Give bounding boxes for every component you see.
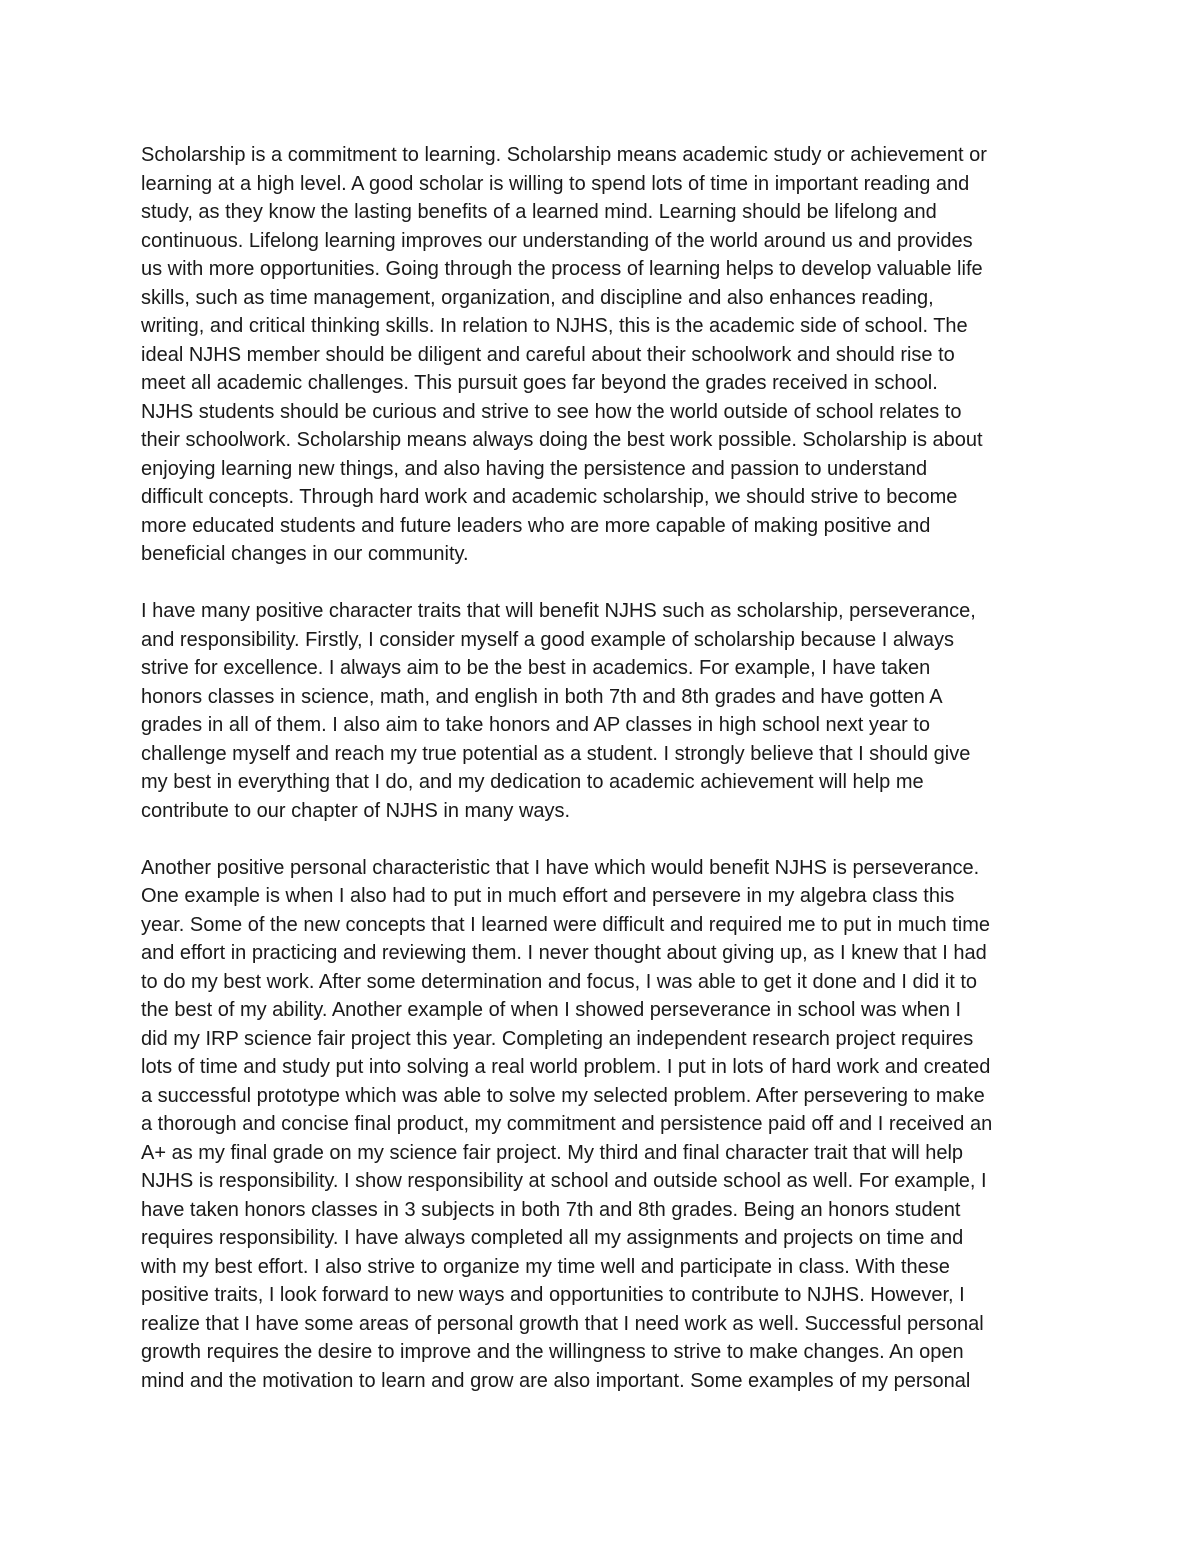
text-line: NJHS students should be curious and strive to see how the world outside of school relates to <box>141 400 962 423</box>
paragraph <box>141 854 1071 1396</box>
text-line: a thorough and concise final product, my commitment and persistence paid off and I received an <box>141 1113 993 1135</box>
text-line: Scholarship is a commitment to learning. Scholarship means academic study or achievement or <box>141 144 987 166</box>
text-line: year. Some of the new concepts that I learned were difficult and required me to put in much time <box>141 913 990 936</box>
text-line: with my best effort. I also strive to organize my time well and participate in class. With these <box>141 1255 950 1278</box>
text-line: lots of time and study put into solving a real world problem. I put in lots of hard work and created <box>141 1056 991 1078</box>
paragraph <box>141 141 1071 569</box>
text-line: to do my best work. After some determination and focus, I was able to get it done and I did it to <box>141 970 978 993</box>
text-line: and effort in practicing and reviewing them. I never thought about giving up, as I knew that I had <box>141 942 987 964</box>
text-line: a successful prototype which was able to solve my selected problem. After persevering to make <box>141 1084 985 1107</box>
document-body <box>141 141 1071 1424</box>
text-line: writing, and critical thinking skills. In relation to NJHS, this is the academic side of school. The <box>141 315 968 337</box>
text-line: positive traits, I look forward to new ways and opportunities to contribute to NJHS. However, I <box>141 1284 965 1306</box>
text-line: ideal NJHS member should be diligent and careful about their schoolwork and should rise to <box>141 343 955 366</box>
text-line: realize that I have some areas of personal growth that I need work as well. Successful personal <box>141 1312 984 1335</box>
text-line: requires responsibility. I have always completed all my assignments and projects on time and <box>141 1227 964 1249</box>
text-line: difficult concepts. Through hard work and academic scholarship, we should strive to become <box>141 486 958 508</box>
text-line: challenge myself and reach my true potential as a student. I strongly believe that I should give <box>141 742 971 765</box>
text-line: One example is when I also had to put in much effort and persevere in my algebra class this <box>141 885 955 907</box>
text-line: grades in all of them. I also aim to take honors and AP classes in high school next year to <box>141 714 930 736</box>
text-line: Another positive personal characteristic that I have which would benefit NJHS is perseverance. <box>141 856 980 879</box>
text-line: beneficial changes in our community. <box>141 543 469 565</box>
text-line: I have many positive character traits that will benefit NJHS such as scholarship, perseverance, <box>141 600 976 622</box>
text-line: learning at a high level. A good scholar is willing to spend lots of time in important reading and <box>141 172 970 195</box>
text-line: NJHS is responsibility. I show responsibility at school and outside school as well. For example, I <box>141 1170 987 1192</box>
text-line: skills, such as time management, organization, and discipline and also enhances reading, <box>141 286 934 309</box>
text-line: mind and the motivation to learn and grow are also important. Some examples of my personal <box>141 1369 971 1392</box>
text-line: continuous. Lifelong learning improves our understanding of the world around us and provides <box>141 229 973 252</box>
text-line: us with more opportunities. Going through the process of learning helps to develop valuable life <box>141 258 983 280</box>
text-line: and responsibility. Firstly, I consider myself a good example of scholarship because I always <box>141 628 954 651</box>
text-line: study, as they know the lasting benefits of a learned mind. Learning should be lifelong and <box>141 201 937 223</box>
text-line: the best of my ability. Another example of when I showed perseverance in school was when I <box>141 999 962 1021</box>
paragraph <box>141 597 1071 825</box>
text-line: more educated students and future leaders who are more capable of making positive and <box>141 514 931 537</box>
text-line: their schoolwork. Scholarship means always doing the best work possible. Scholarship is about <box>141 429 983 451</box>
text-line: honors classes in science, math, and english in both 7th and 8th grades and have gotten A <box>141 685 943 708</box>
text-line: A+ as my final grade on my science fair project. My third and final character trait that will help <box>141 1141 964 1164</box>
text-line: enjoying learning new things, and also having the persistence and passion to understand <box>141 457 928 480</box>
text-line: growth requires the desire to improve and the willingness to strive to make changes. An open <box>141 1341 964 1363</box>
text-line: have taken honors classes in 3 subjects in both 7th and 8th grades. Being an honors student <box>141 1198 961 1221</box>
text-line: meet all academic challenges. This pursuit goes far beyond the grades received in school. <box>141 372 938 394</box>
text-line: contribute to our chapter of NJHS in many ways. <box>141 799 571 822</box>
text-line: did my IRP science fair project this year. Completing an independent research project requires <box>141 1027 974 1050</box>
text-line: my best in everything that I do, and my dedication to academic achievement will help me <box>141 771 924 793</box>
text-line: strive for excellence. I always aim to be the best in academics. For example, I have taken <box>141 657 931 679</box>
